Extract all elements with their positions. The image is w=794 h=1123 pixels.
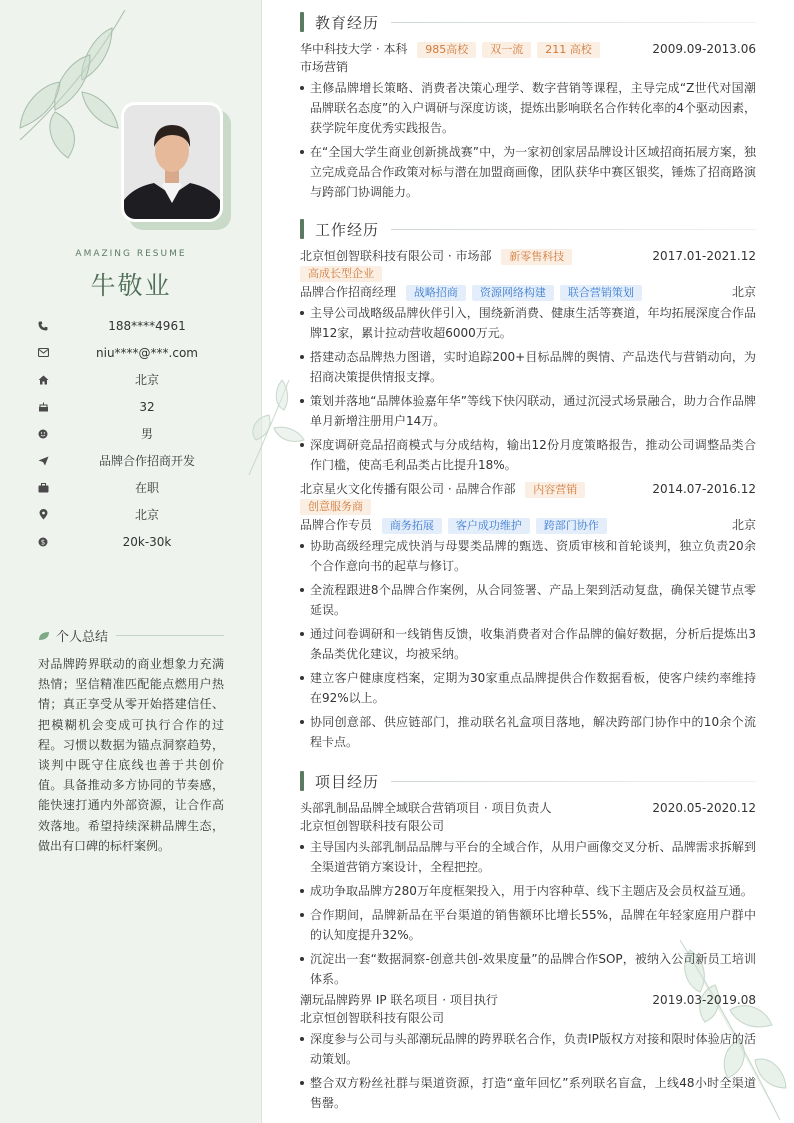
info-item-status: [36, 474, 236, 501]
skill-tag: 商务拓展: [382, 518, 442, 534]
phone-number: 188****4961: [108, 318, 186, 333]
work-city: 北京: [731, 285, 756, 299]
info-item-salary: [36, 528, 236, 555]
project-title: 项目经历: [315, 772, 380, 791]
gender-icon: [36, 427, 50, 441]
school-tag: 211 高校: [537, 42, 600, 58]
list-item: 主导国内头部乳制品品牌与平台的全域合作，从用户画像交叉分析、品牌需求拆解到全渠道营销方案设计，全程把控。: [300, 837, 756, 877]
project-company: 北京恒创智联科技有限公司: [300, 819, 445, 833]
send-icon: [36, 454, 50, 468]
project-name: 潮玩品牌跨界 IP 联名项目 · 项目执行: [300, 993, 498, 1007]
project-company: 北京恒创智联科技有限公司: [300, 1011, 445, 1025]
phone-icon: [36, 319, 50, 333]
education-entry: [300, 40, 756, 206]
list-item: 整合双方粉丝社群与渠道资源，打造“童年回忆”系列联名盲盒，上线48小时全渠道售罄。: [300, 1073, 756, 1113]
work-period: 2014.07-2016.12: [652, 482, 756, 496]
info-item-hometown: [36, 366, 236, 393]
work-city: 北京: [731, 518, 756, 532]
info-item-gender: [36, 420, 236, 447]
gender: 男: [140, 427, 153, 441]
list-item: 深度参与公司与头部潮玩品牌的跨界联名合作，负责IP版权方对接和限时体验店的活动策划。: [300, 1029, 756, 1069]
home-icon: [36, 373, 50, 387]
summary-text: 对品牌跨界联动的商业想象力充满热情；坚信精准匹配能点燃用户热情；真正享受从零开始搭建信任、把模糊机会变成可执行合作的过程。习惯以数据为锚点洞察趋势，谈判中既守住底线也善于共创价值。具备推动多方协同的节奏感，能快速打通内外部资源，让合作高效落地。希望持续深耕品牌生态，做出有口碑的标杆案例。: [38, 657, 224, 853]
info-item-email: [36, 339, 236, 366]
list-item: 建立客户健康度档案，定期为30家重点品牌提供合作数据看板，使客户续约率维持在92%以上。: [300, 668, 756, 708]
resume-tagline: AMAZING RESUME: [75, 249, 187, 259]
svg-text:$: $: [40, 538, 46, 546]
list-item: 深度调研竞品招商模式与分成结构，输出12份月度策略报告，推动公司调整品类合作门槛，使高毛利品类占比提升18%。: [300, 435, 756, 475]
profile-photo: [121, 102, 223, 222]
list-item: 策划并落地“品牌体验嘉年华”等线下快闪联动，通过沉浸式场景融合，助力合作品牌单月新增注册用户14万。: [300, 391, 756, 431]
school-name: 华中科技大学 · 本科: [300, 42, 408, 56]
employment-status: 在职: [134, 481, 159, 495]
list-item: 沉淀出一套“数据洞察-创意共创-效果度量”的品牌合作SOP，被纳入公司新员工培训体系。: [300, 949, 756, 989]
age: 32: [139, 399, 155, 414]
skill-tag: 跨部门协作: [536, 518, 607, 534]
work-title: 工作经历: [315, 220, 380, 239]
job-role: 品牌合作专员: [300, 518, 373, 532]
project-entry: [300, 799, 756, 993]
mail-icon: [36, 346, 50, 360]
expected-salary: 20k-30k: [122, 534, 172, 549]
list-item: 全流程跟进8个品牌合作案例，从合同签署、产品上架到活动复盘，确保关键节点零延误。: [300, 580, 756, 620]
info-item-target-city: [36, 501, 236, 528]
list-item: 搭建动态品牌热力图谱，实时追踪200+目标品牌的舆情、产品迭代与营销动向，为招商决策提供情报支撑。: [300, 347, 756, 387]
location-pin-icon: [36, 508, 50, 522]
company-tag: 内容营销: [525, 482, 585, 498]
summary-heading: [38, 626, 224, 645]
skill-tag: 战略招商: [406, 285, 466, 301]
company-tag: 创意服务商: [300, 499, 371, 515]
project-period: 2020.05-2020.12: [652, 801, 756, 815]
sidebar: [0, 0, 262, 1123]
list-item: 协同创意部、供应链部门，推动联名礼盒项目落地，解决跨部门协作中的10余个流程卡点。: [300, 712, 756, 752]
work-section-heading: [300, 219, 756, 239]
target-position: 品牌合作招商开发: [98, 454, 195, 468]
person-name: 牛敬业: [90, 271, 172, 300]
list-item: 主导公司战略级品牌伙伴引入，围绕新消费、健康生活等赛道，年均拓展深度合作品牌12家，累计拉动营收超6000万元。: [300, 303, 756, 343]
skill-tag: 资源网络构建: [472, 285, 554, 301]
list-item: 主修品牌增长策略、消费者决策心理学、数字营销等课程，主导完成“Z世代对国潮品牌联名态度”的入户调研与深度访谈，提炼出影响联名合作转化率的4个驱动因素，获学院年度优秀实践报告。: [300, 78, 756, 138]
info-item-age: [36, 393, 236, 420]
salary-icon: [36, 535, 50, 549]
school-tag: 双一流: [482, 42, 531, 58]
education-section-heading: [300, 12, 756, 32]
briefcase-icon: [36, 481, 50, 495]
education-title: 教育经历: [315, 13, 380, 32]
list-item: 合作期间，品牌新品在平台渠道的销售额环比增长55%，品牌在年轻家庭用户群中的认知度提升32%。: [300, 905, 756, 945]
project-entry: [300, 991, 756, 1117]
avatar: [124, 105, 220, 219]
cake-icon: [36, 400, 50, 414]
company-name: 北京星火文化传播有限公司 · 品牌合作部: [300, 482, 516, 496]
list-item: 协助高级经理完成快消与母婴类品牌的甄选、资质审核和首轮谈判，独立负责20余个合作意向书的起草与修订。: [300, 536, 756, 576]
info-item-phone: [36, 312, 236, 339]
work-entry: [300, 480, 756, 756]
skill-tag: 客户成功维护: [448, 518, 530, 534]
list-item: 在“全国大学生商业创新挑战赛”中，为一家初创家居品牌设计区域招商拓展方案，独立完成竞品合作政策对标与潜在加盟商画像，团队获华中赛区银奖，锤炼了招商路演与跨部门协调能力。: [300, 142, 756, 202]
education-period: 2009.09-2013.06: [652, 42, 756, 56]
work-entry: [300, 247, 756, 479]
school-tag: 985高校: [417, 42, 476, 58]
leaf-icon: [38, 631, 50, 641]
list-item: 通过问卷调研和一线销售反馈，收集消费者对合作品牌的偏好数据，分析后提炼出3条品类优化建议，均被采纳。: [300, 624, 756, 664]
contact-info-list: [36, 312, 236, 555]
skill-tag: 联合营销策划: [560, 285, 642, 301]
project-name: 头部乳制品品牌全域联合营销项目 · 项目负责人: [300, 801, 552, 815]
company-tag: 高成长型企业: [300, 266, 382, 282]
info-item-target-position: [36, 447, 236, 474]
work-period: 2017.01-2021.12: [652, 249, 756, 263]
major: 市场营销: [300, 60, 349, 74]
main-content: [300, 0, 756, 1123]
summary-title: 个人总结: [56, 630, 109, 645]
project-period: 2019.03-2019.08: [652, 993, 756, 1007]
hometown: 北京: [134, 373, 159, 387]
job-role: 品牌合作招商经理: [300, 285, 397, 299]
company-name: 北京恒创智联科技有限公司 · 市场部: [300, 249, 492, 263]
list-item: 成功争取品牌方280万年度框架投入，用于内容种草、线下主题店及会员权益互通。: [300, 881, 756, 901]
company-tag: 新零售科技: [501, 249, 572, 265]
email-address: niu****@***.com: [96, 345, 198, 360]
target-city: 北京: [134, 508, 159, 522]
project-section-heading: [300, 771, 756, 791]
